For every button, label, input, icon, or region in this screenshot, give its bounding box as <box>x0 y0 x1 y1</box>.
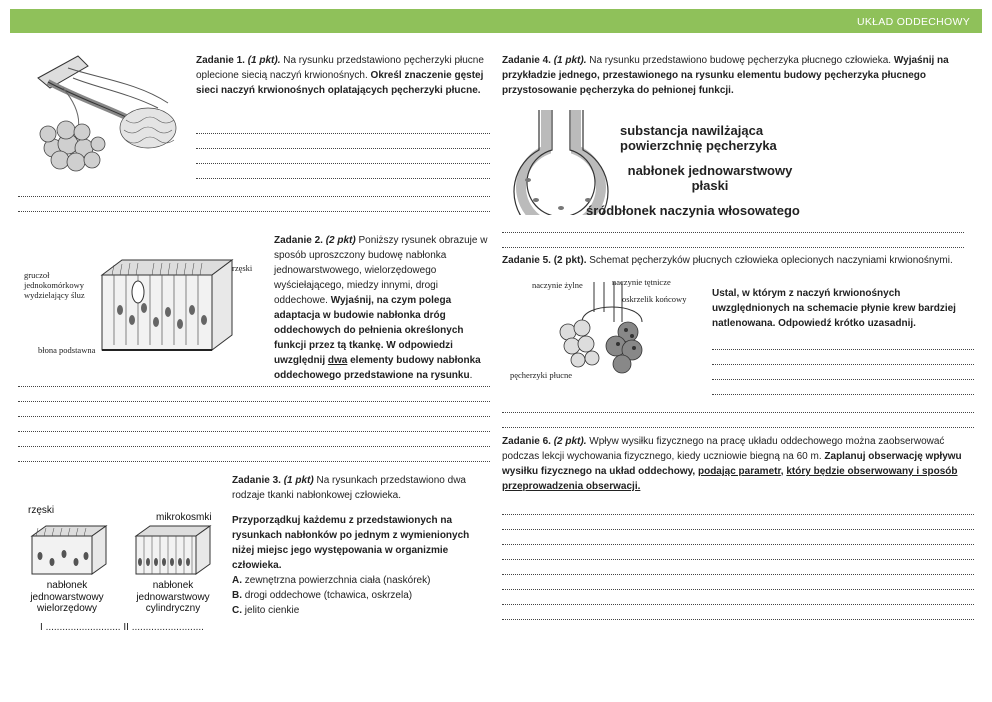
task6-question-underline1: podając parametr <box>697 466 781 477</box>
answer-i-label: I <box>40 622 43 633</box>
task6-answer-lines[interactable] <box>502 500 974 620</box>
task4-text <box>502 53 976 98</box>
artery-label: naczynie tętnicze <box>612 277 671 287</box>
task1-answer-lines-full[interactable] <box>18 182 490 212</box>
task6-intro: Wpływ wysiłku fizycznego na pracę układu oddechowego można zaobserwować podczas lekcji wychowania fizycznego, kiedy uczniowie biegną na 60 m. <box>502 436 945 462</box>
task4-answer-lines[interactable] <box>502 218 964 248</box>
alveoli-illustration <box>18 48 188 176</box>
task3-text <box>232 473 488 618</box>
task6-text: Zadanie 6. (2 pkt). Wpływ wysiłku fizycznego na pracę układu oddechowego można zaobserwować podczas lekcji wychowania fizycznego, kiedy uczniowie biegną na 60 m. Zaplanuj obserwację wpływu wysiłku fizycznego na układ oddechowy, podając parametr, który będzie obserwowany i sposób przeprowadzenia obserwacji. <box>502 436 962 492</box>
task3-answer-row[interactable] <box>40 620 204 635</box>
task3-option-a: A. zewnętrzna powierzchnia ciała (naskórek) <box>232 575 431 586</box>
basal-membrane-label: błona podstawna <box>38 345 96 355</box>
task1-answer-lines[interactable] <box>196 119 490 179</box>
task2-text <box>274 233 490 383</box>
epithelium1-label: nabłonek jednowarstwowy wielorzędowy <box>30 580 104 614</box>
answer-i-dots[interactable]: ........................... <box>45 622 121 633</box>
task5-text <box>502 253 976 268</box>
surfactant-label: substancja nawilżająca powierzchnię pęcherzyka <box>620 123 777 153</box>
page-title: UKŁAD ODDECHOWY <box>856 16 970 28</box>
answer-ii-label: II <box>123 622 129 633</box>
task6-points: (2 pkt). <box>553 436 587 447</box>
task4-question: Wyjaśnij na przykładzie jednego, przestawionego na rysunku elementu budowy pęcherzyka płucnego przystosowanie pęcherzyka do pełnionej funkcji. <box>502 55 949 96</box>
answer-ii-dots[interactable]: .......................... <box>131 622 204 633</box>
respiratory-epithelium-illustration <box>92 250 242 360</box>
task5-heading: Zadanie 5. <box>502 255 551 266</box>
task1-question: Określ znaczenie gęstej sieci naczyń krwionośnych oplatających pęcherzyki płucne. <box>196 70 484 96</box>
task5-answer-lines-right[interactable] <box>712 335 974 395</box>
alveoli-label: pęcherzyki płucne <box>510 370 573 380</box>
alveolus-structure-illustration <box>506 100 616 215</box>
cilia-label-task2: rzęski <box>232 263 253 273</box>
task2-answer-lines[interactable] <box>18 372 490 462</box>
task1-intro: Na rysunku przedstawiono pęcherzyki płucne oplecione siecią naczyń krwionośnych. <box>196 55 484 81</box>
task4-heading: Zadanie 4. <box>502 55 551 66</box>
bronchiole-label: oskrzelik końcowy <box>622 294 687 304</box>
task3-points: (1 pkt) <box>283 475 314 486</box>
task3-question: Przyporządkuj każdemu z przedstawionych na rysunkach nabłonków po jednym z wymienionych niżej miejsc jego występowania w organizmie człowieka. <box>232 515 470 571</box>
task4-intro: Na rysunku przedstawiono budowę pęcherzyka płucnego człowieka. <box>589 55 892 66</box>
task3-heading: Zadanie 3. <box>232 475 281 486</box>
task6-question: Zaplanuj obserwację wpływu wysiłku fizycznego na układ oddechowy, <box>502 451 962 477</box>
task2-heading: Zadanie 2. <box>274 235 323 246</box>
task2-points: (2 pkt) <box>325 235 356 246</box>
task5-answer-lines-full[interactable] <box>502 398 974 428</box>
epithelium2-label: nabłonek jednowarstwowy cylindryczny <box>136 580 210 614</box>
task4-points: (1 pkt). <box>553 55 587 66</box>
task1-text <box>196 53 490 98</box>
microvilli-label: mikrokosmki <box>156 512 212 523</box>
task2-question-period: . <box>469 370 473 381</box>
page-header <box>10 9 982 33</box>
task3-intro: Na rysunkach przedstawiono dwa rodzaje tkanki nabłonkowej człowieka. <box>232 475 466 501</box>
cilia-label-task3: rzęski <box>28 505 55 516</box>
task6-heading: Zadanie 6. <box>502 436 551 447</box>
squamous-epithelium-label: nabłonek jednowarstwowy płaski <box>627 163 793 193</box>
task5-intro: Schemat pęcherzyków płucnych człowieka oplecionych naczyniami krwionośnymi. <box>589 255 953 266</box>
task3-option-c: C. jelito cienkie <box>232 605 300 616</box>
vein-label: naczynie żylne <box>532 280 583 290</box>
task2-intro: Poniższy rysunek obrazuje w sposób uproszczony budowę nabłonka jednowarstwowego, wielorzędowego wyściełającego, miedzy innymi, drogi oddechowe. <box>274 235 488 306</box>
task1-points: (1 pkt). <box>247 55 281 66</box>
task1-heading: Zadanie 1. <box>196 55 245 66</box>
endothelium-label: śródbłonek naczynia włosowatego <box>586 203 800 218</box>
task3-option-b: B. drogi oddechowe (tchawica, oskrzela) <box>232 590 413 601</box>
gland-label: gruczoł jednokomórkowy wydzielający śluz <box>24 270 85 301</box>
task5-points: (2 pkt). <box>553 255 587 266</box>
task2-question-underlined: dwa <box>327 355 348 366</box>
task5-question: Ustal, w którym z naczyń krwionośnych uwzględnionych na schemacie płynie krew bardziej natlenowana. Odpowiedź krótko uzasadnij. <box>712 288 956 329</box>
task2-question-end: elementy budowy nabłonka oddechowego przedstawione na rysunku <box>274 355 481 381</box>
epithelium-types-illustration <box>24 518 224 578</box>
task6-question-underline2: który będzie obserwowany i sposób przeprowadzenia obserwacji. <box>502 466 958 492</box>
task2-question: Wyjaśnij, na czym polega adaptacja w budowie nabłonka dróg oddechowych do pełnienia określonych funkcji przez tą tkankę. W odpowiedzi uwzględnij <box>274 295 464 366</box>
